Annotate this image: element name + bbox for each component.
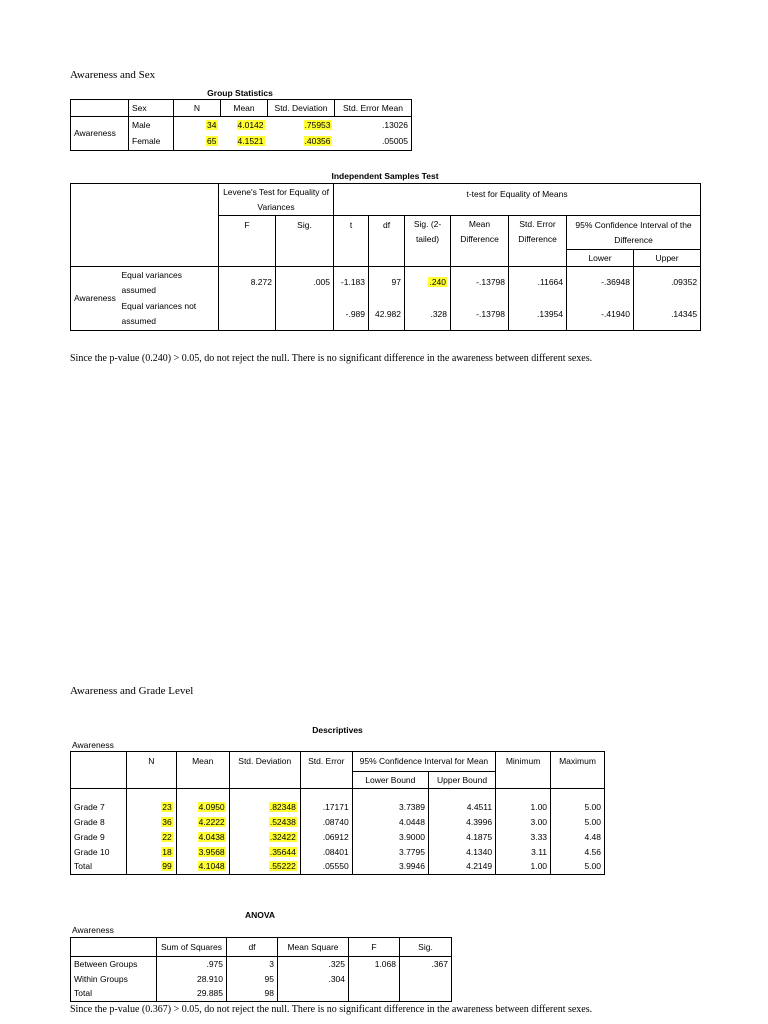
cell: -.13798 <box>451 299 509 331</box>
cell <box>400 987 452 1002</box>
table-row <box>71 267 701 299</box>
anova-table <box>70 937 452 1002</box>
cell-highlighted: 4.0950 <box>198 801 225 812</box>
row-label: Between Groups <box>71 957 157 972</box>
cell: Male <box>132 119 151 130</box>
cell: .005 <box>276 267 334 299</box>
col-header: Std. Error Mean <box>335 100 412 117</box>
cell: .11664 <box>509 267 567 299</box>
cell: 1.068 <box>349 957 400 972</box>
col-header: Std. Error <box>300 752 352 789</box>
independent-samples-test-title: Independent Samples Test <box>331 171 439 181</box>
cell: 4.1340 <box>428 845 495 860</box>
cell: 4.2149 <box>428 860 495 875</box>
cell: 3.7795 <box>352 845 428 860</box>
cell-highlighted: .32422 <box>269 831 296 842</box>
cell-highlighted: 34 <box>207 119 217 130</box>
cell: .08740 <box>300 815 352 830</box>
cell: -.989 <box>334 299 369 331</box>
cell-highlighted: 4.1048 <box>198 861 225 872</box>
cell: .304 <box>278 972 349 987</box>
col-header: Mean Square <box>278 938 349 957</box>
col-header: Sig. <box>400 938 452 957</box>
cell-highlighted: .55222 <box>269 861 296 872</box>
group-statistics-table <box>70 99 412 151</box>
col-header: Sum of Squares <box>157 938 227 957</box>
col-header: df <box>227 938 278 957</box>
cell: 42.982 <box>369 299 405 331</box>
row-sublabel: Equal variances not assumed <box>119 299 219 331</box>
table-row <box>71 860 605 875</box>
row-label: Total <box>71 987 157 1002</box>
cell <box>349 972 400 987</box>
table-header-row <box>71 752 605 772</box>
col-header: Sex <box>129 100 174 117</box>
row-label: Awareness <box>71 267 119 331</box>
cell: 98 <box>227 987 278 1002</box>
row-label: Within Groups <box>71 972 157 987</box>
col-header: Upper Bound <box>428 772 495 789</box>
cell: .06912 <box>300 830 352 845</box>
col-header: Std. Deviation <box>229 752 300 789</box>
row-label: Grade 10 <box>71 845 127 860</box>
cell <box>349 987 400 1002</box>
cell: 1.00 <box>496 800 551 815</box>
cell: Female <box>129 134 174 151</box>
group-statistics-title: Group Statistics <box>207 88 273 98</box>
conclusion-text-grade: Since the p-value (0.367) > 0.05, do not reject the null. There is no significant difference in the awareness between different sexes. <box>70 1004 593 1015</box>
cell: 28.910 <box>157 972 227 987</box>
col-header: Sig. (2-tailed) <box>405 216 451 267</box>
cell-highlighted: .75953 <box>304 119 331 130</box>
cell: .13026 <box>335 117 412 134</box>
cell-highlighted: 4.1521 <box>237 136 264 147</box>
independent-samples-test-table <box>70 183 701 331</box>
anova-title: ANOVA <box>244 910 276 920</box>
cell: 1.00 <box>496 860 551 875</box>
table-row <box>71 845 605 860</box>
cell-highlighted: .35644 <box>269 846 296 857</box>
cell: 5.00 <box>551 815 605 830</box>
cell-highlighted: 4.2222 <box>198 816 225 827</box>
cell-highlighted: 4.0438 <box>198 831 225 842</box>
cell: -.41940 <box>567 299 634 331</box>
cell: 3.9946 <box>352 860 428 875</box>
cell: 3.11 <box>496 845 551 860</box>
cell-highlighted: .40356 <box>304 136 331 147</box>
cell <box>400 972 452 987</box>
cell: 4.1875 <box>428 830 495 845</box>
cell <box>276 299 334 331</box>
descriptives-variable-label: Awareness <box>72 740 114 750</box>
cell: 95 <box>227 972 278 987</box>
cell: .13954 <box>509 299 567 331</box>
cell <box>278 987 349 1002</box>
cell: 3.33 <box>496 830 551 845</box>
cell: -1.183 <box>334 267 369 299</box>
table-row <box>71 299 701 331</box>
cell: 4.3996 <box>428 815 495 830</box>
col-header: Std. Deviation <box>268 100 335 117</box>
col-header: N <box>126 752 176 789</box>
cell: 8.272 <box>219 267 276 299</box>
cell: .17171 <box>300 800 352 815</box>
col-header: Lower Bound <box>352 772 428 789</box>
col-header: Std. Error Difference <box>509 216 567 267</box>
cell: .05550 <box>300 860 352 875</box>
col-header: Levene's Test for Equality of Variances <box>219 184 334 216</box>
row-label: Grade 7 <box>71 800 127 815</box>
row-label: Grade 8 <box>71 815 127 830</box>
descriptives-title: Descriptives <box>312 725 363 735</box>
table-header-row <box>71 938 452 957</box>
table-row <box>71 987 452 1002</box>
cell-highlighted: .52438 <box>269 816 296 827</box>
table-row <box>71 830 605 845</box>
col-header: F <box>219 216 276 267</box>
cell-highlighted: 99 <box>162 861 172 872</box>
cell: .05005 <box>335 134 412 151</box>
section-heading-sex: Awareness and Sex <box>70 69 156 81</box>
cell: .325 <box>278 957 349 972</box>
col-header: t-test for Equality of Means <box>334 184 701 216</box>
table-row <box>71 800 605 815</box>
cell: 4.48 <box>551 830 605 845</box>
cell: 5.00 <box>551 800 605 815</box>
conclusion-text-sex: Since the p-value (0.240) > 0.05, do not reject the null. There is no significant difference in the awareness between different sexes. <box>70 353 593 364</box>
cell: .08401 <box>300 845 352 860</box>
cell: .975 <box>157 957 227 972</box>
cell: 5.00 <box>551 860 605 875</box>
table-row <box>71 117 412 134</box>
row-label: Grade 9 <box>71 830 127 845</box>
cell: 3 <box>227 957 278 972</box>
row-label: Total <box>71 860 127 875</box>
col-header: 95% Confidence Interval of the Difference <box>567 216 701 250</box>
col-header: Lower <box>567 250 634 267</box>
table-header-row <box>71 184 701 216</box>
cell: 3.7389 <box>352 800 428 815</box>
table-row <box>71 957 452 972</box>
cell-highlighted: .82348 <box>269 801 296 812</box>
cell: .328 <box>405 299 451 331</box>
col-header: Mean <box>221 100 268 117</box>
cell-highlighted: 4.0142 <box>237 119 264 130</box>
cell <box>219 299 276 331</box>
cell: 4.4511 <box>428 800 495 815</box>
col-header: t <box>334 216 369 267</box>
cell: .367 <box>400 957 452 972</box>
cell-highlighted: .240 <box>429 277 447 288</box>
cell: .14345 <box>634 299 701 331</box>
table-row <box>71 815 605 830</box>
col-header: Upper <box>634 250 701 267</box>
cell-highlighted: 3.9568 <box>198 846 225 857</box>
col-header: df <box>369 216 405 267</box>
col-header: Mean Difference <box>451 216 509 267</box>
cell-highlighted: 36 <box>162 816 172 827</box>
col-header: Maximum <box>551 752 605 789</box>
cell: 4.56 <box>551 845 605 860</box>
col-header: 95% Confidence Interval for Mean <box>352 752 495 772</box>
cell: 4.0448 <box>352 815 428 830</box>
table-header-row <box>71 100 412 117</box>
table-row <box>71 972 452 987</box>
cell-highlighted: 22 <box>162 831 172 842</box>
cell: -.36948 <box>567 267 634 299</box>
col-header: F <box>349 938 400 957</box>
section-heading-grade: Awareness and Grade Level <box>70 685 194 697</box>
cell-highlighted: 18 <box>162 846 172 857</box>
cell-highlighted: 65 <box>207 136 217 147</box>
cell: -.13798 <box>451 267 509 299</box>
anova-variable-label: Awareness <box>72 925 114 935</box>
col-header: Mean <box>176 752 229 789</box>
cell: 97 <box>369 267 405 299</box>
row-sublabel: Equal variances assumed <box>119 267 219 299</box>
col-header: Minimum <box>496 752 551 789</box>
cell: 3.9000 <box>352 830 428 845</box>
row-label: Awareness <box>71 117 129 151</box>
descriptives-table <box>70 751 605 875</box>
cell: 29.885 <box>157 987 227 1002</box>
col-header: N <box>174 100 221 117</box>
col-header: Sig. <box>276 216 334 267</box>
cell-highlighted: 23 <box>162 801 172 812</box>
cell: .09352 <box>634 267 701 299</box>
cell: 3.00 <box>496 815 551 830</box>
